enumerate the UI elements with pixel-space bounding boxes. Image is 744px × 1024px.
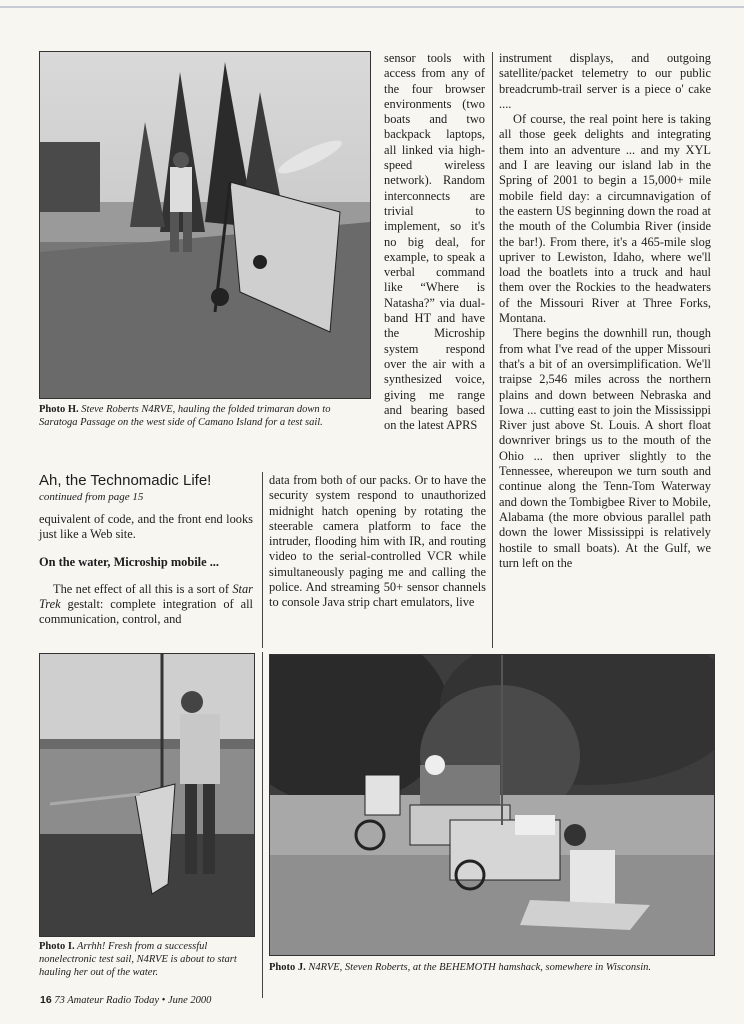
photo-h-label: Photo H. [39,404,79,415]
column-rule-mid [262,472,263,648]
middle-column-text: data from both of our packs. Or to have the security system respond to unauthorized midnight hatch opening by rotating the steerable camera platform to face the intruder, flooding him with IR, and routing video to the serial-controlled VCR while simultaneously paging me and calling the police. And streaming 50+ sensor channels to console Java strip chart emulators, live [269,473,486,610]
footer-text: 73 Amateur Radio Today • June 2000 [54,995,212,1006]
photo-j-caption [269,961,713,974]
left-paragraph [39,582,253,628]
narrow-column-text: sensor tools with access from any of the four browser environments (two boats and two backpack laptops, all linked via high-speed wireless network). Random interconnects are trivial to implement, so it's no big deal, for example, to speak a verbal command like “Where is Natasha?” via dual-band HT and have the Microship system respond over the air with a synthesized voice, giving me range and bearing based on the latest APRS [384,51,485,433]
photo-i-caption-text: Arrhh! Fresh from a successful nonelectronic test sail, N4RVE is about to start hauling her out of the water. [39,941,237,978]
photo-j-label: Photo J. [269,962,306,973]
photo-j-image [270,655,714,955]
photo-i-image [40,654,254,936]
column-rule-lower [262,652,263,998]
page-number: 16 [40,994,52,1006]
photo-h-caption-text: Steve Roberts N4RVE, hauling the folded trimaran down to Saratoga Passage on the west side of Camano Island for a test sail. [39,404,331,428]
left-paragraph-em: Star Trek [39,581,253,612]
right-paragraph-3: There begins the downhill run, though from what I've read of the upper Missouri that's a bit of an oversimplification. We'll traipse 2,546 miles across the northern plains and down between Nebraska and Iowa ... cutting east to join the Mississippi River just above St. Louis. A short float downriver brings us to the mouth of the Ohio ... then upriver slightly to the Tennessee, whereupon we turn south and continue along the Tenn-Tom Waterway and down the Tombigbee River to Mobile, Alabama (the more obvious parallel path down the lower Mississippi is relatively hostile to small boats). At the Gulf, we turn left on the [499,326,711,570]
narrow-column [384,51,485,433]
photo-i [39,653,255,937]
photo-h-caption [39,403,369,429]
continued-note: continued from page 15 [39,491,144,503]
photo-i-caption [39,940,253,979]
photo-h [39,51,371,399]
page-footer [40,994,211,1006]
top-rule [0,6,744,8]
right-paragraph-1: instrument displays, and outgoing satellite/packet telemetry to our public breadcrumb-trail server is a piece o' cake .... [499,51,711,111]
section-subhead: On the water, Microship mobile ... [39,554,220,569]
middle-column [269,473,486,611]
photo-i-label: Photo I. [39,941,75,952]
lead-paragraph: equivalent of code, and the front end looks just like a Web site. [39,512,253,542]
article-title: Ah, the Technomadic Life! [39,472,212,489]
column-rule-right [492,52,493,648]
left-column [39,512,253,628]
photo-h-image [40,52,370,398]
photo-j [269,654,715,956]
left-paragraph-a: The net effect of all this is a sort of [53,581,233,596]
left-paragraph-b: gestalt: complete integration of all communication, control, and [39,597,253,627]
right-paragraph-2: Of course, the real point here is taking all those geek delights and integrating them into an adventure ... and my XYL and I are leaving our island lab in the Spring of 2001 to begin a 15,000+ mile mobile field day: a circumnavigation of the eastern US beginning down the road at the mouth of the Columbia River (inside the bar!). From there, it's a 465-mile slog upriver to Lewiston, Idaho, where we'll load the boatlets into a truck and haul them over the Rockies to the headwaters of the Missouri River at Three Forks, Montana. [499,112,711,326]
photo-j-caption-text: N4RVE, Steven Roberts, at the BEHEMOTH hamshack, somewhere in Wisconsin. [308,962,652,973]
right-column [499,51,711,571]
